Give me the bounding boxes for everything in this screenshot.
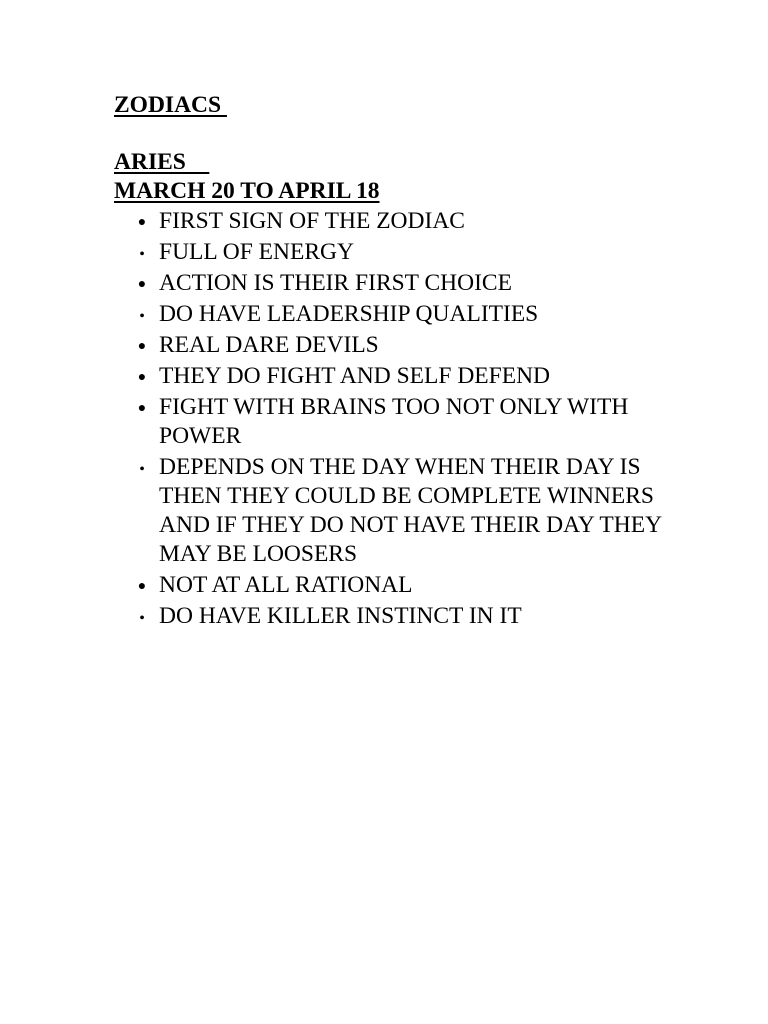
bullet-icon xyxy=(135,331,149,363)
list-item xyxy=(114,453,674,569)
bullet-icon xyxy=(135,300,149,331)
date-range-heading: MARCH 20 TO APRIL 18 xyxy=(114,178,380,204)
list-item-text: FULL OF ENERGY xyxy=(159,239,354,265)
bullet-icon xyxy=(135,453,149,484)
list-item-text: FIGHT WITH BRAINS TOO NOT ONLY WITH POWER xyxy=(159,394,629,449)
list-item-text: FIRST SIGN OF THE ZODIAC xyxy=(159,208,465,234)
bullet-icon xyxy=(135,571,149,603)
bullet-icon xyxy=(135,207,149,239)
bullet-icon xyxy=(135,269,149,301)
list-item-text: DO HAVE KILLER INSTINCT IN IT xyxy=(159,603,522,629)
list-item xyxy=(114,207,674,236)
list-item-text: DO HAVE LEADERSHIP QUALITIES xyxy=(159,301,539,327)
list-item-text: DEPENDS ON THE DAY WHEN THEIR DAY IS THEN THEY COULD BE COMPLETE WINNERS AND IF THEY DO NOT HAVE THEIR DAY THEY MAY BE LOOSERS xyxy=(159,454,662,567)
traits-list xyxy=(114,207,674,633)
list-item xyxy=(114,269,674,298)
bullet-icon xyxy=(135,602,149,633)
list-item xyxy=(114,238,674,267)
list-item xyxy=(114,602,674,631)
bullet-icon xyxy=(135,362,149,394)
bullet-icon xyxy=(135,238,149,269)
list-item xyxy=(114,300,674,329)
list-item-text: ACTION IS THEIR FIRST CHOICE xyxy=(159,270,512,296)
sign-heading: ARIES xyxy=(114,149,210,175)
bullet-icon xyxy=(135,393,149,425)
list-item-text: REAL DARE DEVILS xyxy=(159,332,379,358)
list-item xyxy=(114,331,674,360)
list-item xyxy=(114,393,674,451)
list-item xyxy=(114,571,674,600)
list-item xyxy=(114,362,674,391)
document-title: ZODIACS xyxy=(114,92,227,118)
list-item-text: NOT AT ALL RATIONAL xyxy=(159,572,413,598)
list-item-text: THEY DO FIGHT AND SELF DEFEND xyxy=(159,363,551,389)
